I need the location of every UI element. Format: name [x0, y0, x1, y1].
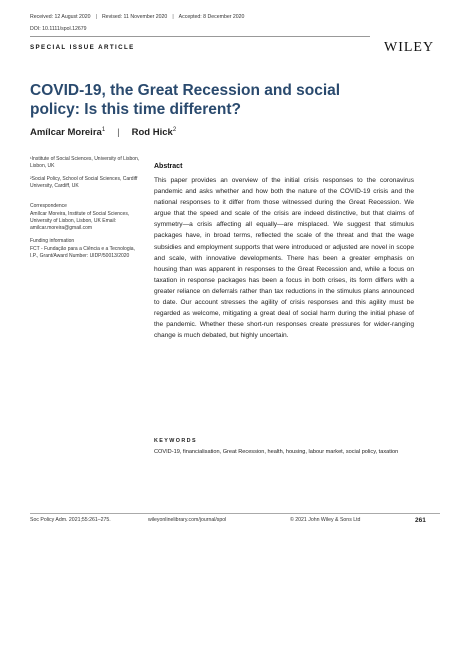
author-affiliation-mark: 2: [172, 127, 177, 133]
author-name[interactable]: Rod Hick: [131, 127, 173, 139]
accepted-date: Accepted: 8 December 2020: [178, 14, 245, 20]
publisher-logo: WILEY: [384, 40, 435, 55]
abstract-text: This paper provides an overview of the initial crisis responses to the coronavirus pandemic and asks whether and how both the nature of the COVID-19 crisis and the national responses to it differ from those witnessed during the Great Recession. We argue that the speed and scale of the crisis are indeed distinctive, but that claims of symmetry—a crisis affecting all equally—are misplaced. We suggest that stimulus packages have, in broad terms, reflected the scale of the threat and that the wage subsidies and employment supports that were introduced or adjusted are novel in scope and scale, with innovative developments. There has been a greater emphasis on housing than was apparent in responses to the Great Recession and, while a focus on taxation in response packages has been a focus in both crises, its form differs with a greater reliance on deferrals rather than tax reductions in the stimulus plans announced to date. Our account stresses the agility of crisis responses and this agility must be regarded as welcome, mitigating a great deal of social harm during the initial phase of the pandemic. Whether these short-run responses create pressures for wider-ranging change is much debated, but highly uncertain.: [154, 177, 414, 340]
revised-date: Revised: 11 November 2020: [101, 14, 168, 20]
article-dates: [30, 14, 244, 21]
doi[interactable]: DOI: 10.1111/spol.12679: [30, 26, 87, 32]
author-line: [30, 127, 176, 138]
copyright: © 2021 John Wiley & Sons Ltd: [290, 517, 361, 523]
date-separator: |: [95, 14, 97, 20]
keywords-heading: KEYWORDS: [154, 438, 197, 444]
header-divider: [30, 36, 370, 37]
journal-url[interactable]: wileyonlinelibrary.com/journal/spol: [148, 517, 227, 523]
date-separator: |: [172, 14, 174, 20]
author-affiliation-mark: 1: [101, 127, 106, 133]
journal-citation: Soc Policy Adm. 2021;55:261–275.: [30, 517, 111, 523]
affiliation-1: ¹Institute of Social Sciences, University of Lisbon, Lisbon, UK: [30, 156, 140, 169]
footer-divider: [30, 513, 440, 514]
correspondence-text: Amílcar Moreira, Institute of Social Sciences, University of Lisbon, Lisbon, UK Email: amilcar.moreira@gmail.com: [30, 211, 130, 231]
affiliation-2: ²Social Policy, School of Social Sciences, Cardiff University, Cardiff, UK: [30, 176, 138, 189]
page-number: 261: [415, 517, 426, 524]
section-label: SPECIAL ISSUE ARTICLE: [30, 44, 135, 51]
author-name[interactable]: Amílcar Moreira: [30, 127, 102, 139]
funding-text: FCT - Fundação para a Ciência e a Tecnologia, I.P., Grant/Award Number: UIDP/50013/2020: [30, 246, 135, 259]
received-date: Received: 12 August 2020: [30, 14, 91, 20]
keywords-text: COVID-19, financialisation, Great Recession, health, housing, labour market, social policy, taxation: [154, 449, 399, 455]
funding-heading: Funding information: [30, 238, 75, 244]
abstract-heading: Abstract: [154, 163, 183, 170]
article-title: COVID-19, the Great Recession and social policy: Is this time different?: [30, 82, 341, 118]
author-separator: |: [117, 127, 120, 139]
correspondence-heading: Correspondence: [30, 203, 67, 209]
